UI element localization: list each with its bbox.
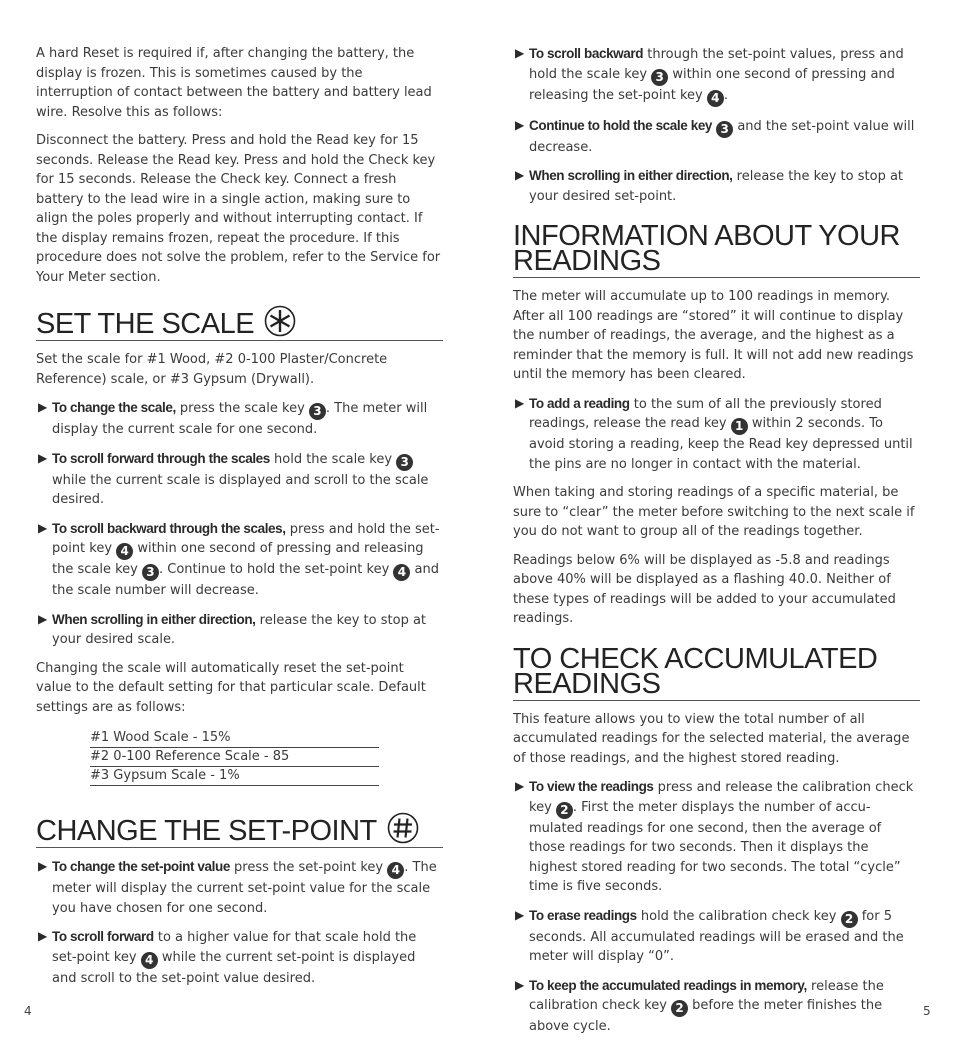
bullet-change-scale: ▶ To change the scale, press the scale key 3 . The meter will display the current scale for one second. bbox=[38, 400, 428, 437]
read-key-badge: 1 bbox=[731, 418, 748, 435]
arrow-right-icon: ▶ bbox=[515, 168, 525, 182]
bullet-continue-hold-scale-key: ▶ Continue to hold the scale key 3 and the set-point value will decrease. bbox=[515, 117, 915, 155]
set-point-key-badge: 4 bbox=[116, 543, 133, 560]
info-paragraph-1: The meter will accumulate up to 100 readings in memory. After all 100 readings are “stored” it will continue to display the number of readings, the average, and the highest as a reminder that the memory is full. It will not add new readings until the memory has been cleared. bbox=[513, 289, 914, 382]
right-page-column bbox=[513, 44, 920, 1046]
check-accumulated-readings-heading bbox=[513, 642, 920, 701]
hash-circle-icon bbox=[387, 812, 419, 844]
page-number-left: 4 bbox=[24, 1004, 32, 1018]
bullet-scroll-backward-set-point: ▶ To scroll backward through the set-point values, press and hold the scale key 3 within one second of pressing and releasing the set-point key 4 . bbox=[515, 46, 904, 105]
set-point-key-badge: 4 bbox=[393, 564, 410, 581]
table-row bbox=[90, 767, 379, 786]
information-about-readings-heading bbox=[513, 220, 920, 278]
bullet-add-reading: ▶ To add a reading to the sum of all the previously stored readings, release the read key 1 within 2 seconds. To avoid storing a reading, keep the Read key depressed until the pins are no longer in contact with the material. bbox=[515, 395, 913, 472]
check-paragraph-1: This feature allows you to view the total number of all accumulated readings for the selected material, the average of those readings, and the highest stored reading. bbox=[513, 711, 910, 766]
set-point-key-badge: 4 bbox=[141, 952, 158, 969]
left-page-column bbox=[36, 44, 443, 997]
bullet-scroll-forward-set-point: ▶ To scroll forward to a higher value for that scale hold the set-point key 4 while the current set-point is displayed and scroll to the set-point value desired. bbox=[38, 929, 417, 986]
bullet-lead: To scroll forward through the scales bbox=[52, 450, 270, 466]
scale-key-badge: 3 bbox=[651, 69, 668, 86]
arrow-right-icon: ▶ bbox=[38, 450, 48, 465]
bullet-scroll-forward-scales: ▶ To scroll forward through the scales hold the scale key 3 while the current scale is displayed and scroll to the scale desired. bbox=[38, 450, 429, 507]
arrow-right-icon: ▶ bbox=[515, 117, 525, 132]
bullet-lead: To view the readings bbox=[529, 779, 654, 794]
arrow-right-icon: ▶ bbox=[38, 859, 48, 873]
scale-intro: Set the scale for #1 Wood, #2 0-100 Plaster/Concrete Reference) scale, or #3 Gypsum (Drywall). bbox=[36, 352, 388, 387]
bullet-lead: To change the set-point value bbox=[52, 859, 230, 874]
default-setting-cell: #3 Gypsum Scale - 1% bbox=[90, 767, 379, 786]
arrow-right-icon: ▶ bbox=[515, 907, 525, 922]
scale-key-badge: 3 bbox=[716, 121, 733, 138]
reset-paragraph-1: A hard Reset is required if, after changing the battery, the display is frozen. This is sometimes caused by the interruption of contact between the battery and battery lead wire. Resolve this as follows: bbox=[36, 46, 432, 120]
default-setting-cell: #1 Wood Scale - 15% bbox=[90, 729, 379, 748]
info-paragraph-3: Readings below 6% will be displayed as -5.8 and readings above 40% will be displayed as a flashing 40.0. Neither of these types of readings will be added to your accumulated readings. bbox=[513, 552, 896, 626]
bullet-scroll-either-direction: ▶ When scrolling in either direction, release the key to stop at your desired scale. bbox=[38, 611, 427, 647]
arrow-right-icon: ▶ bbox=[515, 779, 525, 793]
bullet-keep-readings: ▶ To keep the accumulated readings in memory, release the calibration check key 2 before the meter finishes the above cycle. bbox=[515, 977, 884, 1034]
check-key-badge: 2 bbox=[841, 911, 858, 928]
arrow-right-icon: ▶ bbox=[38, 400, 48, 414]
bullet-lead: When scrolling in either direction, bbox=[52, 611, 256, 627]
bullet-view-readings: ▶ To view the readings press and release the calibration check key 2 . First the meter displays the number of accu-mulated readings for one second, then the average of those readings for two seconds. Then it displays the highest stored reading for two seconds. The total “cycle” time is five seconds. bbox=[515, 779, 914, 894]
asterisk-circle-icon bbox=[264, 305, 296, 337]
bullet-change-set-point: ▶ To change the set-point value press the set-point key 4 . The meter will display the current set-point value for the scale you have chosen for one second. bbox=[38, 859, 437, 916]
table-row bbox=[90, 729, 379, 748]
heading-line-2: READINGS bbox=[513, 245, 661, 277]
arrow-right-icon: ▶ bbox=[38, 611, 48, 626]
arrow-right-icon: ▶ bbox=[38, 520, 48, 535]
arrow-right-icon: ▶ bbox=[515, 395, 525, 410]
bullet-scroll-backward-scales: ▶ To scroll backward through the scales, press and hold the set-point key 4 within one second of pressing and releasing the scale key 3 . Continue to hold the set-point key 4 and the scale number will decrease. bbox=[38, 520, 440, 598]
reset-paragraph-2: Disconnect the battery. Press and hold the Read key for 15 seconds. Release the Read key. Press and hold the Check key for 15 seconds. Release the Check key. Connect a fresh battery to the lead wire in a single action, making sure to align the poles properly and without interrupting contact. If the display remains frozen, repeat the procedure. If this procedure does not solve the problem, refer to the Service for Your Meter section. bbox=[36, 133, 441, 285]
arrow-right-icon: ▶ bbox=[515, 977, 525, 992]
heading-line-1: TO CHECK ACCUMULATED bbox=[513, 642, 878, 675]
bullet-erase-readings: ▶ To erase readings hold the calibration check key 2 for 5 seconds. All accumulated readings will be erased and the meter will display “0”. bbox=[515, 907, 904, 964]
bullet-scroll-either-direction-set-point: ▶ When scrolling in either direction, release the key to stop at your desired set-point. bbox=[515, 168, 904, 204]
set-point-key-badge: 4 bbox=[387, 862, 404, 879]
change-set-point-title: CHANGE THE SET-POINT bbox=[36, 815, 377, 847]
scale-key-badge: 3 bbox=[309, 403, 326, 420]
set-point-key-badge: 4 bbox=[707, 90, 724, 107]
bullet-lead: To add a reading bbox=[529, 395, 630, 411]
bullet-lead: To change the scale, bbox=[52, 400, 176, 415]
set-the-scale-heading bbox=[36, 305, 443, 341]
default-setting-cell: #2 0-100 Reference Scale - 85 bbox=[90, 748, 379, 767]
default-settings-table bbox=[90, 729, 379, 786]
info-paragraph-2: When taking and storing readings of a specific material, be sure to “clear” the meter before switching to the next scale if you do not want to group all of the readings together. bbox=[513, 485, 915, 539]
bullet-lead: When scrolling in either direction, bbox=[529, 168, 733, 183]
scale-key-badge: 3 bbox=[142, 564, 159, 581]
heading-line-2: READINGS bbox=[513, 667, 661, 700]
bullet-lead: To scroll forward bbox=[52, 929, 154, 944]
set-the-scale-title: SET THE SCALE bbox=[36, 308, 255, 340]
bullet-lead: To keep the accumulated readings in memory, bbox=[529, 977, 807, 993]
heading-line-1: INFORMATION ABOUT YOUR bbox=[513, 220, 900, 252]
check-key-badge: 2 bbox=[556, 802, 573, 819]
arrow-right-icon: ▶ bbox=[515, 46, 525, 60]
arrow-right-icon: ▶ bbox=[38, 929, 48, 943]
page-number-right: 5 bbox=[923, 1004, 931, 1018]
scale-after-paragraph: Changing the scale will automatically reset the set-point value to the default setting for that particular scale. Default settings are as follows: bbox=[36, 660, 426, 715]
check-key-badge: 2 bbox=[671, 1000, 688, 1017]
table-row bbox=[90, 748, 379, 767]
bullet-lead: To erase readings bbox=[529, 907, 637, 923]
bullet-lead: Continue to hold the scale key bbox=[529, 117, 713, 133]
change-set-point-heading bbox=[36, 812, 443, 848]
scale-key-badge: 3 bbox=[396, 454, 413, 471]
bullet-lead: To scroll backward bbox=[529, 46, 644, 61]
bullet-lead: To scroll backward through the scales, bbox=[52, 520, 286, 536]
